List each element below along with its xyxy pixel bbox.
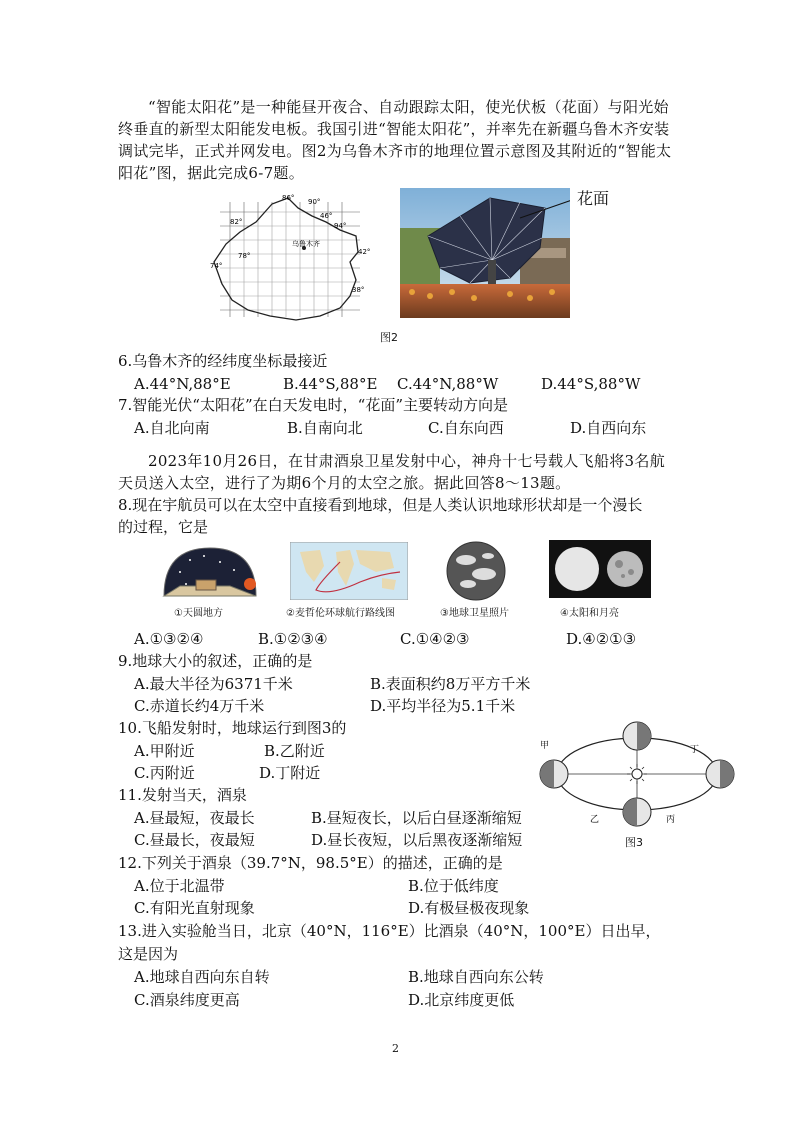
option-12a: A.位于北温带 [134, 877, 225, 895]
option-13b: B.地球自西向东公转 [408, 968, 544, 986]
question-8-stem-1: 8.现在宇航员可以在太空中直接看到地球，但是人类认识地球形状却是一个漫长 [118, 496, 643, 514]
huamian-label: 花面 [577, 189, 610, 208]
map-label: 42° [358, 248, 370, 256]
xinjiang-map-figure [200, 192, 370, 324]
option-7a: A.自北向南 [134, 419, 210, 437]
option-6c: C.44°N,88°W [397, 375, 499, 393]
question-13-stem-2: 这是因为 [118, 945, 179, 963]
option-11b: B.昼短夜长，以后白昼逐渐缩短 [311, 809, 522, 827]
option-11d: D.昼长夜短，以后黑夜逐渐缩短 [311, 831, 523, 849]
map-label: 94° [334, 222, 347, 230]
option-6b: B.44°S,88°E [283, 375, 378, 393]
option-6d: D.44°S,88°W [541, 375, 641, 393]
image-caption-2: ②麦哲伦环球航行路线图 [286, 608, 395, 619]
option-10c: C.丙附近 [134, 764, 195, 782]
map-label: 46° [320, 212, 333, 220]
question-7-stem: 7.智能光伏“太阳花”在白天发电时，“花面”主要转动方向是 [118, 396, 508, 414]
option-7d: D.自西向东 [570, 419, 647, 437]
orbit-label-jia: 甲 [540, 741, 550, 751]
map-label: 74° [210, 262, 223, 270]
question-13-stem-1: 13.进入实验舱当日，北京（40°N，116°E）比酒泉（40°N，100°E）日出早， [118, 922, 661, 940]
option-12b: B.位于低纬度 [408, 877, 499, 895]
option-9a: A.最大半径为6371千米 [134, 675, 293, 693]
sun-and-moon-image [549, 540, 651, 598]
earth-top [623, 722, 651, 750]
earth-orbit-figure [532, 718, 742, 832]
option-9d: D.平均半径为5.1千米 [370, 697, 516, 715]
question-10-stem: 10.飞船发射时，地球运行到图3的 [118, 719, 347, 737]
orbit-label-yi: 乙 [590, 815, 600, 825]
image-caption-1: ①天圆地方 [174, 608, 223, 619]
option-6a: A.44°N,88°E [134, 375, 231, 393]
earth-bottom [623, 798, 651, 826]
map-label: 78° [238, 252, 251, 260]
option-10b: B.乙附近 [264, 742, 325, 760]
orbit-label-ding: 丁 [690, 745, 700, 755]
question-6-stem: 6.乌鲁木齐的经纬度坐标最接近 [118, 352, 328, 370]
image-caption-3: ③地球卫星照片 [440, 608, 509, 619]
intro-paragraph-1: “智能太阳花”是一种能昼开夜合、自动跟踪太阳，使光伏板（花面）与阳光始终垂直的新型太阳能发电板。我国引进“智能太阳花”，并率先在新疆乌鲁木齐安装调试完毕，正式并网发电。图2为乌鲁木齐市的地理位置示意图及其附近的“智能太阳花”图，据此完成6-7题。 [118, 98, 672, 182]
map-label: 86° [282, 194, 295, 202]
map-city-label: 乌鲁木齐 [292, 240, 320, 248]
solar-flower-photo [400, 188, 570, 318]
option-8b: B.①②③④ [258, 630, 328, 648]
option-13c: C.酒泉纬度更高 [134, 991, 240, 1009]
question-8-stem-2: 的过程，它是 [118, 518, 209, 536]
option-7c: C.自东向西 [428, 419, 504, 437]
option-11c: C.昼最长，夜最短 [134, 831, 255, 849]
map-label: 38° [352, 286, 365, 294]
earth-satellite-photo-image [444, 540, 508, 602]
option-10d: D.丁附近 [259, 764, 321, 782]
figure-2-caption: 图2 [380, 331, 398, 344]
page-number: 2 [392, 1042, 399, 1055]
option-8d: D.④②①③ [566, 630, 637, 648]
option-12d: D.有极昼极夜现象 [408, 899, 530, 917]
earth-left [540, 760, 568, 788]
option-11a: A.昼最短，夜最长 [134, 809, 255, 827]
intro-paragraph-2: 2023年10月26日，在甘肃酒泉卫星发射中心，神舟十七号载人飞船将3名航天员送入太空，进行了为期6个月的太空之旅。据此回答8～13题。 [118, 452, 665, 492]
option-7b: B.自南向北 [287, 419, 363, 437]
question-12-stem: 12.下列关于酒泉（39.7°N，98.5°E）的描述，正确的是 [118, 854, 503, 872]
magellan-route-map-image [290, 542, 408, 600]
orbit-label-bing: 丙 [666, 815, 676, 825]
image-caption-4: ④太阳和月亮 [560, 608, 619, 619]
sun-icon [627, 764, 647, 784]
question-9-stem: 9.地球大小的叙述，正确的是 [118, 652, 313, 670]
option-9c: C.赤道长约4万千米 [134, 697, 265, 715]
option-10a: A.甲附近 [134, 742, 195, 760]
option-13d: D.北京纬度更低 [408, 991, 515, 1009]
option-12c: C.有阳光直射现象 [134, 899, 255, 917]
question-11-stem: 11.发射当天，酒泉 [118, 786, 247, 804]
option-13a: A.地球自西向东自转 [134, 968, 270, 986]
option-8a: A.①③②④ [134, 630, 204, 648]
map-label: 82° [230, 218, 243, 226]
map-label: 90° [308, 198, 321, 206]
figure-3-caption: 图3 [625, 836, 643, 849]
earth-right [706, 760, 734, 788]
option-8c: C.①④②③ [400, 630, 470, 648]
heaven-round-earth-square-image [160, 542, 262, 600]
option-9b: B.表面积约8万平方千米 [370, 675, 531, 693]
